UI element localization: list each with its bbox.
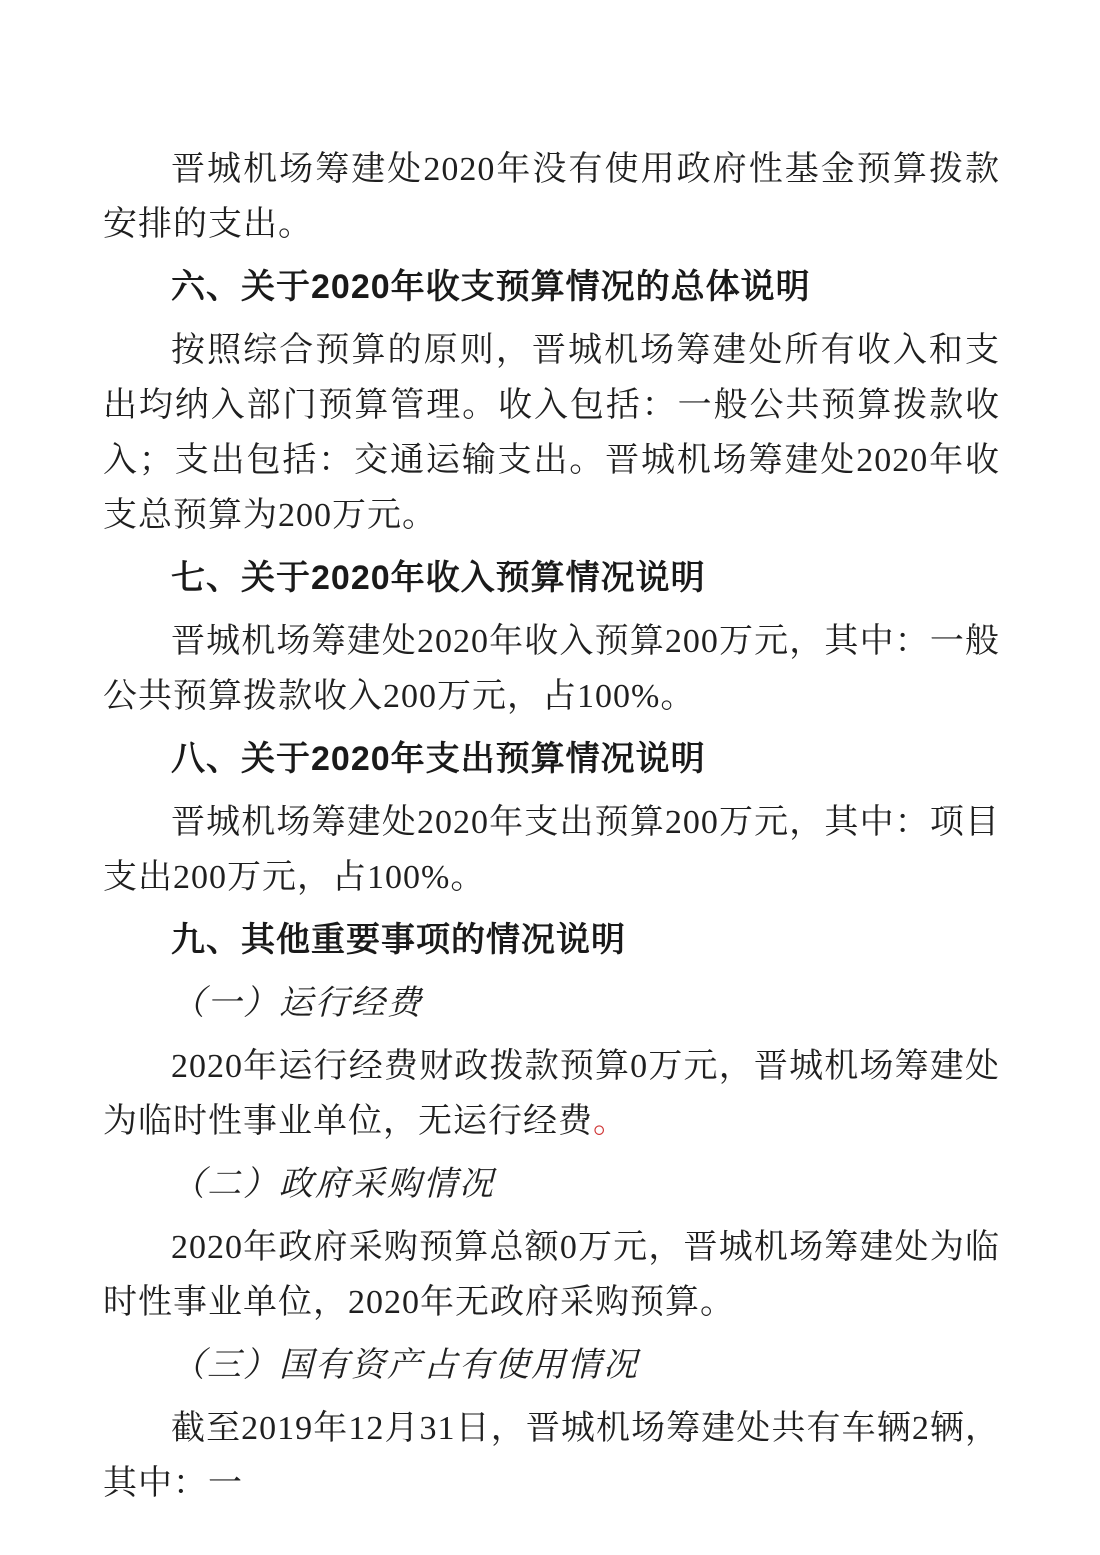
subsection-heading-text: （二）政府采购情况: [171, 1166, 495, 1203]
paragraph-text: 2020年运行经费财政拨款预算0万元，晋城机场筹建处为临时性事业单位，无运行经费: [103, 1048, 1000, 1140]
section-heading: [103, 260, 1000, 315]
subsection-heading: [103, 1157, 1000, 1212]
subsection-heading-text: （一）运行经费: [171, 985, 423, 1022]
section-heading: [103, 551, 1000, 606]
paragraph-text: 按照综合预算的原则，晋城机场筹建处所有收入和支出均纳入部门预算管理。收入包括：一般公共预算拨款收入；支出包括：交通运输支出。晋城机场筹建处2020年收支总预算为200万元。: [103, 332, 1000, 534]
paragraph: [103, 142, 1000, 252]
section-heading: [103, 732, 1000, 787]
paragraph: [103, 1220, 1000, 1330]
paragraph: [103, 614, 1000, 724]
subsection-heading-text: （三）国有资产占有使用情况: [171, 1347, 639, 1384]
section-heading-text: 九、其他重要事项的情况说明: [171, 921, 626, 959]
paragraph-text: 晋城机场筹建处2020年没有使用政府性基金预算拨款安排的支出。: [103, 151, 1000, 243]
paragraph-text: 晋城机场筹建处2020年收入预算200万元，其中：一般公共预算拨款收入200万元，占100%。: [103, 623, 1000, 715]
section-heading-text: 八、关于2020年支出预算情况说明: [171, 740, 706, 778]
subsection-heading: [103, 1338, 1000, 1393]
paragraph: [103, 323, 1000, 543]
paragraph-text: 2020年政府采购预算总额0万元，晋城机场筹建处为临时性事业单位，2020年无政府采购预算。: [103, 1229, 1000, 1321]
paragraph-text: 截至2019年12月31日，晋城机场筹建处共有车辆2辆，其中：一: [103, 1410, 1000, 1502]
paragraph: [103, 795, 1000, 905]
paragraph-text: 晋城机场筹建处2020年支出预算200万元，其中：项目支出200万元，占100%。: [103, 804, 1000, 896]
section-heading: [103, 913, 1000, 968]
red-period-mark: 。: [593, 1103, 628, 1140]
paragraph: [103, 1039, 1000, 1149]
subsection-heading: [103, 976, 1000, 1031]
document-body: [103, 142, 1000, 1511]
section-heading-text: 六、关于2020年收支预算情况的总体说明: [171, 268, 811, 306]
section-heading-text: 七、关于2020年收入预算情况说明: [171, 559, 706, 597]
paragraph: [103, 1401, 1000, 1511]
